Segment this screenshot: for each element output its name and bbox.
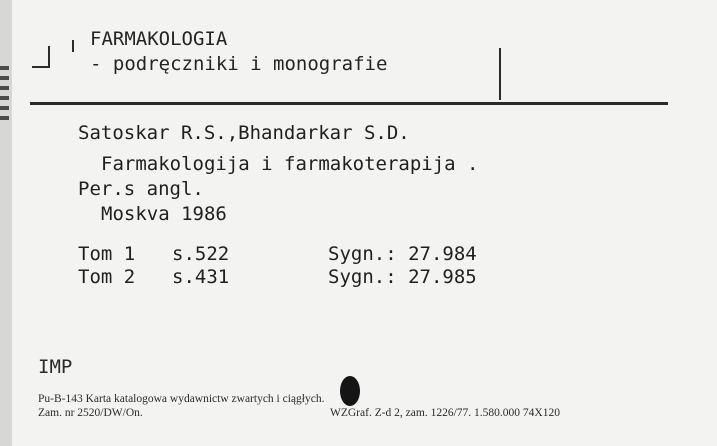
- subcategory-heading: - podręczniki i monografie: [90, 53, 388, 75]
- footer-order-number: Zam. nr 2520/DW/On.: [38, 407, 143, 419]
- header-separator-line: [30, 102, 668, 105]
- volume-1-label: Tom 1: [78, 243, 136, 265]
- record-authors: Satoskar R.S.,Bhandarkar S.D.: [78, 122, 410, 144]
- volume-2-signature: Sygn.: 27.985: [328, 266, 477, 288]
- category-heading: FARMAKOLOGIA: [90, 28, 228, 50]
- header-corner-vertical: [48, 46, 50, 68]
- card-left-edge: [0, 0, 12, 446]
- header-corner-horizontal: [32, 66, 50, 68]
- imp-stamp: IMP: [38, 356, 73, 378]
- header-tick: [72, 40, 74, 52]
- punch-hole: [340, 376, 360, 406]
- record-title: Farmakologija i farmakoterapija .: [101, 153, 479, 175]
- footer-printer-info: WZGraf. Z-d 2, zam. 1226/77. 1.580.000 74X120: [330, 407, 560, 419]
- footer-form-line: Pu-B-143 Karta katalogowa wydawnictw zwartych i ciągłych.: [38, 393, 325, 405]
- volume-1-signature: Sygn.: 27.984: [328, 243, 477, 265]
- side-stamp-marks: [0, 60, 11, 140]
- record-translation: Per.s angl.: [78, 178, 204, 200]
- record-place-year: Moskva 1986: [101, 203, 227, 225]
- volume-2-label: Tom 2: [78, 266, 136, 288]
- volume-2-pages: s.431: [172, 266, 230, 288]
- header-right-vertical-line: [499, 48, 501, 100]
- volume-1-pages: s.522: [172, 243, 230, 265]
